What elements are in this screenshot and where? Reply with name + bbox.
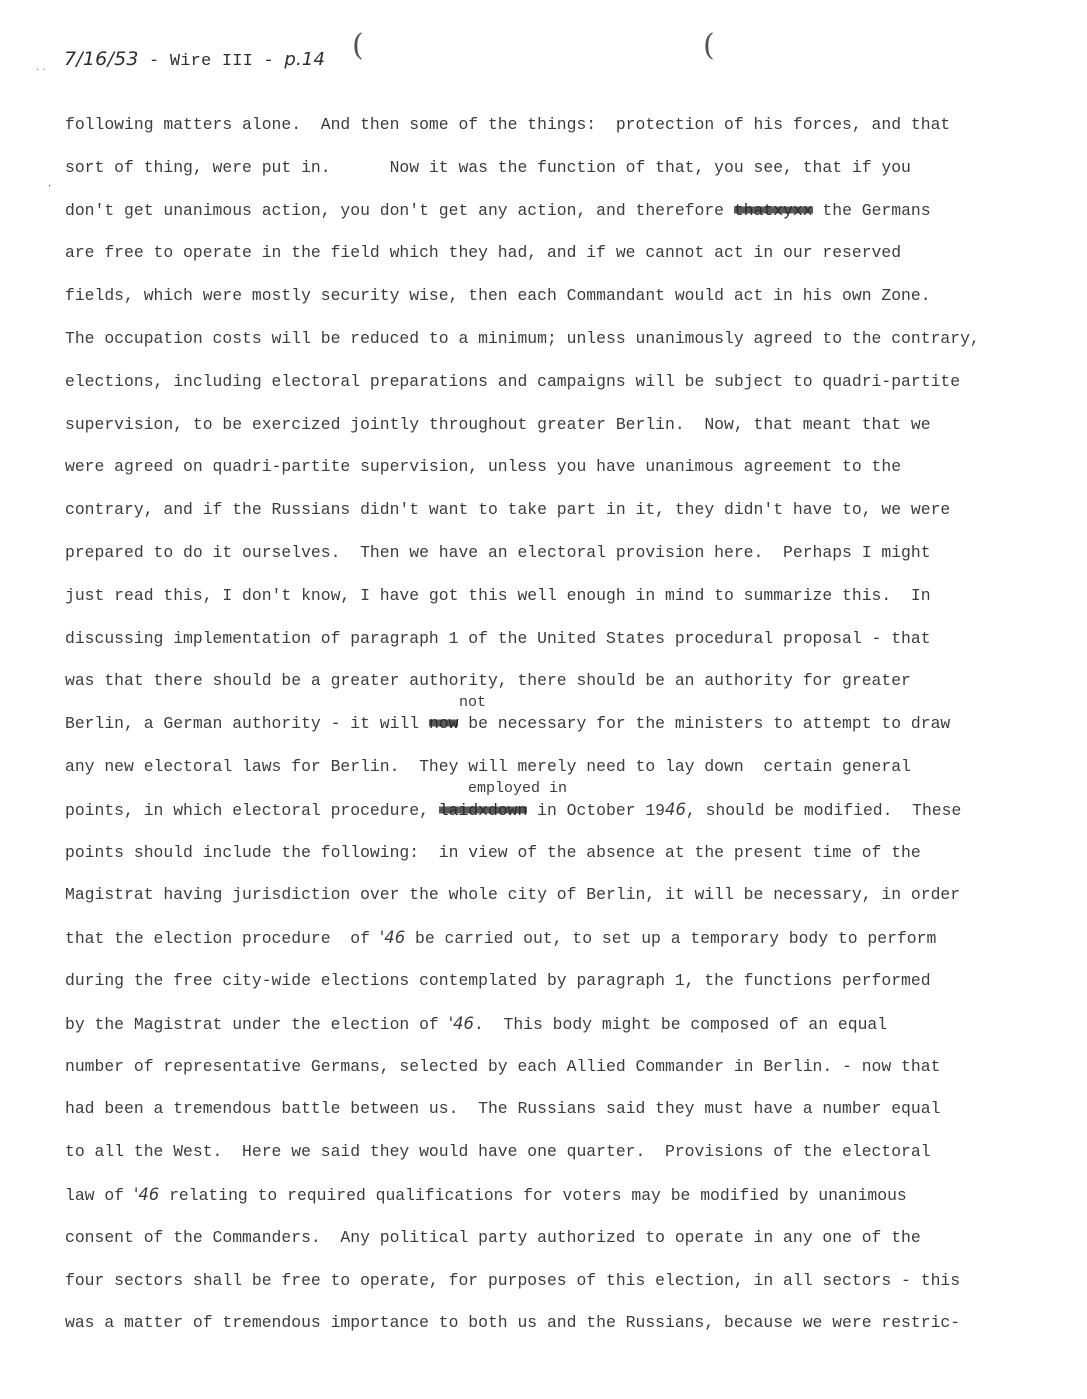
text-line-content: be carried out, to set up a temporary body to perform [405,929,937,949]
text-line-content: during the free city-wide elections contemplated by paragraph 1, the functions performed [65,970,931,990]
text-line [65,1312,1065,1355]
text-line [65,694,1065,756]
text-line-content: Berlin, a German authority - it will [65,714,429,734]
text-line [65,114,1065,157]
header-wire: Wire III [169,52,254,71]
text-line [65,628,1065,671]
text-line-content: following matters alone. And then some of the things: protection of his forces, and that [65,115,951,134]
text-line-content: number of representative Germans, selected by each Allied Commander in Berlin. - now that [65,1056,941,1076]
text-line-content: discussing implementation of paragraph 1 of the United States procedural proposal - that [65,628,931,648]
text-line-content: was that there should be a greater authority, there should be an authority for greater [65,671,911,691]
text-line [65,328,1065,371]
header-separator-1: - [138,52,170,71]
text-line-content: four sectors shall be free to operate, for purposes of this election, in all sectors - this [65,1270,961,1290]
text-line [65,842,1065,885]
text-line-content: , should be modified. These [685,800,962,820]
header-page-number: p.14 [284,49,326,70]
text-line-content: sort of thing, were put in. Now it was the function of that, you see, that if you [65,157,911,177]
handwritten-year: '46 [379,928,406,948]
text-line-content: prepared to do it ourselves. Then we have an electoral provision here. Perhaps I might [65,542,931,562]
text-line-content: Magistrat having jurisdiction over the whole city of Berlin, it will be necessary, in order [65,885,961,905]
text-line-content: . This body might be composed of an equal [473,1014,888,1034]
text-line [65,499,1065,542]
text-line [65,670,1065,713]
struck-out-text: now [428,714,459,734]
text-line [65,927,1065,970]
margin-mark: , [48,178,52,189]
header-separator-2: - [253,52,285,71]
handwritten-year: '46 [448,1013,474,1033]
text-line [65,242,1065,285]
interlinear-insertion: employed in [468,779,568,797]
text-line [65,157,1065,200]
text-line [65,542,1065,585]
text-line-content: had been a tremendous battle between us. The Russians said they must have a number equal [65,1099,941,1119]
text-line-content: were agreed on quadri-partite supervision, unless you have unanimous agreement to the [65,457,902,477]
text-line [65,371,1065,414]
text-line-content: to all the West. Here we said they would have one quarter. Provisions of the electoral [65,1142,931,1162]
text-line [65,200,1065,243]
text-line-content: the Germans [812,200,931,220]
text-line-content: law of [65,1185,134,1205]
header-date: 7/16/53 [64,48,139,70]
text-line-content: be necessary for the ministers to attempt to draw [458,714,951,734]
struck-out-text: thatxyxx [733,200,813,220]
text-line [65,285,1065,328]
text-line-content: any new electoral laws for Berlin. They will merely need to lay down certain general [65,756,911,776]
text-line [65,1270,1065,1313]
text-line-content: in October 19 [527,800,666,820]
text-line-content: fields, which were mostly security wise, then each Commandant would act in his own Zone. [65,286,931,306]
interlinear-insertion: not [459,694,487,712]
handwritten-year: 46 [665,799,686,819]
margin-mark: . . [36,62,46,73]
text-line-content: don't get unanimous action, you don't get any action, and therefore [65,200,734,220]
text-line-content: relating to required qualifications for voters may be modified by unanimous [159,1185,907,1205]
text-line [65,1184,1065,1227]
text-line-content: elections, including electoral preparations and campaigns will be subject to quadri-partite [65,371,961,391]
text-line [65,1227,1065,1270]
text-line [65,970,1065,1013]
text-line-content: that the election procedure of [65,929,380,949]
struck-out-text: laidxdown [438,800,528,820]
text-line-content: was a matter of tremendous importance to both us and the Russians, because we were restric- [65,1313,961,1333]
transcript-body [65,114,1065,1355]
text-line-content: points, in which electoral procedure, [65,800,439,820]
text-line [65,585,1065,628]
text-line-content: The occupation costs will be reduced to a minimum; unless unanimously agreed to the contrary, [65,328,980,348]
handwritten-paren-mark: ( [703,28,715,63]
text-line [65,779,1065,842]
text-line-content: consent of the Commanders. Any political party authorized to operate in any one of the [65,1227,921,1247]
text-line [65,1141,1065,1184]
text-line [65,456,1065,499]
text-line-content: are free to operate in the field which they had, and if we cannot act in our reserved [65,243,902,263]
text-line-content: by the Magistrat under the election of [65,1014,449,1034]
text-line-content: just read this, I don't know, I have got this well enough in mind to summarize this. In [65,585,931,605]
text-line-content: supervision, to be exercized jointly throughout greater Berlin. Now, that meant that we [65,414,931,434]
text-line [65,884,1065,927]
text-line [65,414,1065,457]
text-line [65,1056,1065,1099]
text-line [65,1013,1065,1056]
handwritten-year: '46 [133,1184,160,1204]
text-line [65,1098,1065,1141]
page-header [64,48,325,71]
handwritten-paren-mark: ( [352,28,364,63]
text-line-content: points should include the following: in view of the absence at the present time of the [65,842,921,862]
text-line-content: contrary, and if the Russians didn't want to take part in it, they didn't have to, we were [65,500,951,520]
